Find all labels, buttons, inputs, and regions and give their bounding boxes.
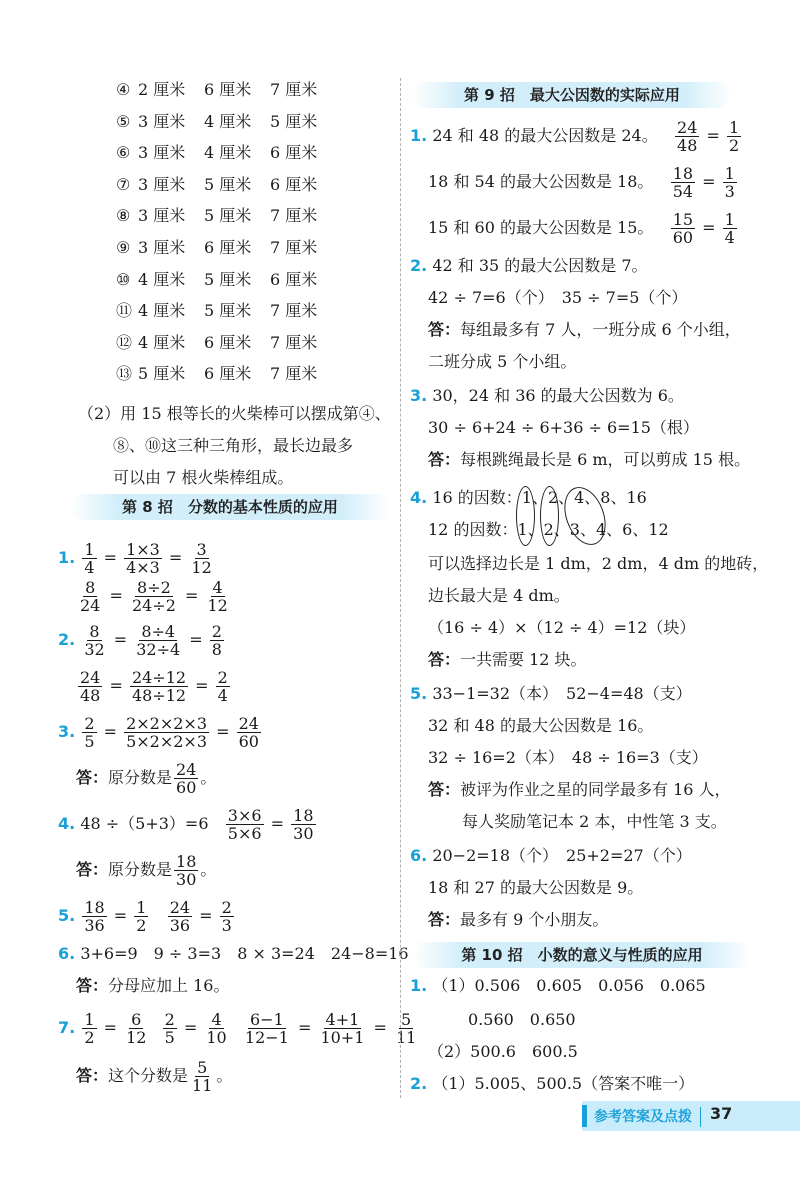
- sec9-q1-line2: 18 和 54 的最大公因数是 18。 $\frac{18}{54}$ = $\frac{1}{3}$: [428, 164, 735, 201]
- side-b: 6 厘米: [204, 364, 252, 384]
- side-c: 7 厘米: [270, 332, 318, 352]
- question-number: 1.: [410, 126, 428, 145]
- sec9-q5-line5: 每人奖励笔记本 2 本，中性笔 3 支。: [462, 812, 727, 831]
- side-b: 5 厘米: [204, 174, 252, 194]
- row-number: ⑪: [116, 301, 133, 321]
- fraction: $\frac{5}{11}$: [395, 1010, 417, 1047]
- fraction: $\frac{2}{5}$: [84, 714, 95, 751]
- fraction: $\frac{15}{60}$: [672, 210, 694, 247]
- sec9-q3-line3: 答：每根跳绳最长是 6 m，可以剪成 15 根。: [428, 450, 751, 469]
- fraction: $\frac{18}{30}$: [293, 806, 314, 843]
- row-number: ⑬: [116, 364, 133, 384]
- side-a: 3 厘米: [138, 238, 186, 257]
- question-number: 1.: [410, 976, 428, 995]
- fraction: $\frac{1}{4}$: [84, 540, 95, 577]
- question-number: 2.: [410, 256, 428, 275]
- side-a: 2 厘米: [138, 80, 186, 99]
- circle-mark: [540, 486, 559, 546]
- sec9-q1-line1: 1. 24 和 48 的最大公因数是 24。 $\frac{24}{48}$ = $\frac{1}{2}$: [410, 118, 740, 155]
- sec8-q7-answer: 答：这个分数是 $\frac{5}{11}$ 。: [76, 1058, 233, 1095]
- fraction: $\frac{2\times 2\times 2\times 3}{5\times 2\times 2\times 3}$: [126, 714, 208, 751]
- row-number: ⑨: [116, 238, 131, 257]
- sec8-q3-line1: 3. $\frac{2}{5}$ = $\frac{2\times 2\times 2\times 3}{5\times 2\times 2\times 3}$ = $\frac{24}{60}$: [58, 714, 259, 751]
- sec9-q6-line3: 答：最多有 9 个小朋友。: [428, 910, 609, 929]
- sec9-q4-line1: 4. 16 的因数：1、2、4、8、16: [410, 488, 647, 507]
- fraction: $\frac{24}{48}$: [677, 118, 698, 155]
- fraction: $\frac{8\div 4}{32\div 4}$: [136, 622, 181, 659]
- sec8-q7-line1: 7. $\frac{1}{2}$ = $\frac{6}{12}$ $\frac{2}{5}$ = $\frac{4}{10}$ $\frac{6-1}{12-1}$ = $\frac{4+1}{10+1}$ = $\frac{5}{11}$: [58, 1010, 417, 1047]
- sec9-q4-line4: 边长最大是 4 dm。: [428, 586, 570, 605]
- answer-label: 答：: [428, 320, 461, 339]
- sec9-q6-line2: 18 和 27 的最大公因数是 9。: [428, 878, 644, 897]
- circle-mark: [516, 486, 535, 546]
- side-a: 3 厘米: [138, 143, 186, 163]
- sec8-q2-line2: $\frac{24}{48}$ = $\frac{24\div 12}{48\div 12}$ = $\frac{2}{4}$: [80, 668, 228, 705]
- row-number: ⑧: [116, 206, 131, 226]
- sec8-q6-answer: 答：分母应加上 16。: [76, 976, 230, 995]
- question-number: 6.: [58, 944, 76, 963]
- footer-separator: [700, 1107, 701, 1127]
- question-number: 4.: [410, 488, 428, 507]
- fraction: $\frac{24}{60}$: [176, 760, 197, 797]
- fraction: $\frac{3}{12}$: [191, 540, 212, 577]
- fraction: $\frac{24\div 12}{48\div 12}$: [131, 668, 187, 705]
- sec9-q5-line1: 5. 33−1=32（本） 52−4=48（支）: [410, 684, 692, 703]
- question-number: 5.: [58, 906, 76, 925]
- fraction: $\frac{1\times 3}{4\times 3}$: [126, 540, 160, 577]
- row-number: ⑩: [116, 269, 131, 289]
- triangle-row: [116, 206, 336, 226]
- answer-label: 答：: [76, 768, 109, 787]
- sec9-q4-line2: 12 的因数：1、2、3、4、6、12: [428, 520, 669, 539]
- section-8-title: 第 8 招 分数的基本性质的应用: [70, 494, 390, 520]
- sec9-q5-line3: 32 ÷ 16=2（本） 48 ÷ 16=3（支）: [428, 748, 708, 767]
- side-b: 5 厘米: [204, 301, 252, 321]
- triangle-row: [116, 238, 336, 258]
- fraction: $\frac{4}{10}$: [206, 1010, 227, 1047]
- fraction: $\frac{2}{4}$: [217, 668, 228, 705]
- question-number: 2.: [58, 630, 76, 649]
- side-c: 7 厘米: [270, 364, 318, 384]
- fraction: $\frac{2}{5}$: [164, 1010, 175, 1047]
- answer-label: 答：: [428, 650, 461, 669]
- side-c: 5 厘米: [270, 111, 318, 131]
- side-a: 3 厘米: [138, 111, 186, 131]
- fraction: $\frac{18}{30}$: [176, 852, 197, 889]
- fraction: $\frac{8\div 2}{24\div 2}$: [131, 578, 176, 615]
- side-a: 4 厘米: [138, 332, 186, 352]
- answer-label: 答：: [76, 1066, 109, 1085]
- fraction: $\frac{2}{8}$: [211, 622, 222, 659]
- row-number: ④: [116, 80, 131, 99]
- answer-label: 答：: [76, 976, 109, 995]
- triangle-row: [116, 175, 336, 195]
- fraction: $\frac{24}{36}$: [169, 898, 191, 935]
- sec8-q4-line1: 4. 48 ÷（5+3）=6 $\frac{3\times 6}{5\times 6}$ = $\frac{18}{30}$: [58, 806, 314, 843]
- question-number: 1.: [58, 548, 76, 567]
- sec10-q2-line1: 2. （1）5.005、500.5（答案不唯一）: [410, 1074, 695, 1093]
- sec9-q5-line4: 答：被评为作业之星的同学最多有 16 人，: [428, 780, 731, 799]
- column-divider: [400, 78, 401, 1098]
- sec8-q2-line1: 2. $\frac{8}{32}$ = $\frac{8\div 4}{32\div 4}$ = $\frac{2}{8}$: [58, 622, 222, 659]
- sec9-q2-line2: 42 ÷ 7=6（个） 35 ÷ 7=5（个）: [428, 288, 688, 307]
- answer-label: 答：: [428, 780, 461, 799]
- sec9-q4-line6: 答：一共需要 12 块。: [428, 650, 587, 669]
- question-number: 6.: [410, 846, 428, 865]
- side-b: 6 厘米: [204, 80, 252, 99]
- fraction: $\frac{3\times 6}{5\times 6}$: [227, 806, 262, 843]
- sec8-q5-line1: 5. $\frac{18}{36}$ = $\frac{1}{2}$ $\frac{24}{36}$ = $\frac{2}{3}$: [58, 898, 232, 935]
- side-c: 7 厘米: [270, 238, 318, 257]
- fraction: $\frac{18}{36}$: [84, 898, 105, 935]
- triangle-row: [116, 80, 336, 100]
- fraction: $\frac{4+1}{10+1}$: [320, 1010, 365, 1047]
- side-a: 5 厘米: [138, 364, 186, 384]
- sec9-q4-line3: 可以选择边长是 1 dm，2 dm，4 dm 的地砖，: [428, 554, 769, 573]
- question-number: 3.: [58, 722, 76, 741]
- sec8-q6-line1: 6. 3+6=9 9 ÷ 3=3 8 × 3=24 24−8=16: [58, 944, 409, 963]
- sec10-q1-line2: 0.560 0.650: [468, 1010, 576, 1029]
- sec9-q3-line2: 30 ÷ 6+24 ÷ 6+36 ÷ 6=15（根）: [428, 418, 699, 437]
- side-b: 5 厘米: [204, 269, 252, 289]
- triangle-row: [116, 364, 336, 384]
- question-number: 5.: [410, 684, 428, 703]
- answer-label: 答：: [428, 910, 461, 929]
- sec9-q4-line5: （16 ÷ 4）×（12 ÷ 4）=12（块）: [428, 618, 696, 637]
- side-a: 3 厘米: [138, 206, 186, 226]
- side-c: 6 厘米: [270, 269, 318, 289]
- side-a: 4 厘米: [138, 301, 186, 321]
- sec10-q1-line1: 1. （1）0.506 0.605 0.056 0.065: [410, 976, 706, 995]
- side-c: 6 厘米: [270, 174, 318, 194]
- question-number: 2.: [410, 1074, 428, 1093]
- part2-line3: 可以由 7 根火柴棒组成。: [113, 468, 294, 487]
- fraction: $\frac{6}{12}$: [126, 1010, 147, 1047]
- footer-label: 参考答案及点拨: [594, 1109, 692, 1125]
- row-number: ⑦: [116, 174, 131, 194]
- row-number: ⑫: [116, 332, 133, 352]
- fraction: $\frac{1}{4}$: [724, 210, 735, 247]
- row-number: ⑥: [116, 143, 131, 163]
- fraction: $\frac{24}{48}$: [80, 668, 101, 705]
- sec9-q2-line4: 二班分成 5 个小组。: [428, 352, 577, 371]
- question-number: 3.: [410, 386, 428, 405]
- row-number: ⑤: [116, 111, 131, 131]
- page-number: 37: [710, 1104, 733, 1123]
- triangle-row: [116, 333, 336, 353]
- triangle-row: [116, 270, 336, 290]
- sec8-q1-line2: $\frac{8}{24}$ = $\frac{8\div 2}{24\div 2}$ = $\frac{4}{12}$: [80, 578, 228, 615]
- side-c: 7 厘米: [270, 206, 318, 226]
- answer-label: 答：: [428, 450, 461, 469]
- fraction: $\frac{1}{2}$: [84, 1010, 95, 1047]
- side-b: 4 厘米: [204, 143, 252, 163]
- fraction: $\frac{2}{3}$: [221, 898, 232, 935]
- sec10-q1-line3: （2）500.6 600.5: [428, 1042, 578, 1061]
- fraction: $\frac{24}{60}$: [238, 714, 259, 751]
- fraction: $\frac{8}{32}$: [84, 622, 105, 659]
- side-b: 6 厘米: [204, 238, 252, 257]
- fraction: $\frac{1}{2}$: [728, 118, 740, 155]
- fraction: $\frac{8}{24}$: [80, 578, 101, 615]
- part2-line1: （2）用 15 根等长的火柴棒可以摆成第④、: [78, 404, 391, 423]
- page-footer: [582, 1101, 800, 1131]
- fraction: $\frac{6-1}{12-1}$: [244, 1010, 289, 1047]
- question-number: 7.: [58, 1018, 76, 1037]
- fraction: $\frac{5}{11}$: [192, 1058, 213, 1095]
- fraction: $\frac{1}{3}$: [724, 164, 735, 201]
- sec8-q1-line1: 1. $\frac{1}{4}$ = $\frac{1\times 3}{4\times 3}$ = $\frac{3}{12}$: [58, 540, 212, 577]
- side-b: 5 厘米: [204, 206, 252, 226]
- section-10-title: 第 10 招 小数的意义与性质的应用: [412, 942, 752, 968]
- sec9-q3-line1: 3. 30，24 和 36 的最大公因数为 6。: [410, 386, 684, 405]
- side-b: 4 厘米: [204, 111, 252, 131]
- sec9-q6-line1: 6. 20−2=18（个） 25+2=27（个）: [410, 846, 692, 865]
- side-c: 7 厘米: [270, 301, 318, 321]
- sec9-q1-line3: 15 和 60 的最大公因数是 15。 $\frac{15}{60}$ = $\frac{1}{4}$: [428, 210, 735, 247]
- side-c: 6 厘米: [270, 143, 318, 163]
- sec9-q5-line2: 32 和 48 的最大公因数是 16。: [428, 716, 654, 735]
- fraction: $\frac{4}{12}$: [207, 578, 228, 615]
- question-number: 4.: [58, 814, 76, 833]
- side-c: 7 厘米: [270, 80, 318, 99]
- answer-label: 答：: [76, 860, 109, 879]
- side-a: 3 厘米: [138, 174, 186, 194]
- side-a: 4 厘米: [138, 269, 186, 289]
- sec9-q2-line3: 答：每组最多有 7 人，一班分成 6 个小组，: [428, 320, 741, 339]
- triangle-row: [116, 143, 336, 163]
- part2-line2: ⑧、⑩这三种三角形，最长边最多: [113, 436, 354, 455]
- fraction: $\frac{18}{54}$: [672, 164, 694, 201]
- triangle-row: [116, 112, 336, 132]
- fraction: $\frac{1}{2}$: [136, 898, 147, 935]
- sec8-q4-answer: 答：原分数是 $\frac{18}{30}$ 。: [76, 852, 217, 889]
- sec8-q3-answer: 答：原分数是 $\frac{24}{60}$ 。: [76, 760, 217, 797]
- footer-accent-bar: [582, 1105, 587, 1127]
- sec9-q2-line1: 2. 42 和 35 的最大公因数是 7。: [410, 256, 648, 275]
- section-9-title: 第 9 招 最大公因数的实际应用: [412, 82, 732, 108]
- side-b: 6 厘米: [204, 332, 252, 352]
- triangle-row: [116, 301, 336, 321]
